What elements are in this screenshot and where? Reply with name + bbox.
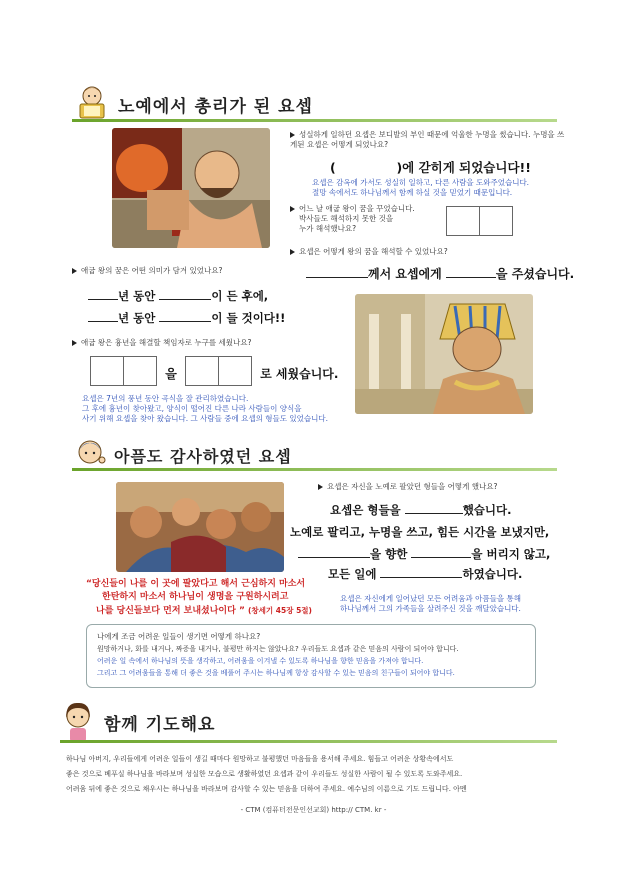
- section1-title: 노예에서 총리가 된 요셉: [118, 97, 313, 117]
- realization-line1: 요셉은 자신에게 일어났던 모든 어려움과 아픔들을 통해: [340, 594, 521, 603]
- answer-blank[interactable]: [88, 321, 118, 322]
- answer-text: 께서 요셉에게: [368, 267, 442, 281]
- prison-scene-image: [112, 128, 270, 248]
- answer-years-line2: [88, 310, 285, 326]
- boy-reading-icon: [72, 84, 112, 122]
- answer-forgave-line: [330, 502, 512, 518]
- answer-blank[interactable]: [405, 513, 463, 514]
- bullet-triangle-icon: [318, 484, 323, 490]
- question-text: 요셉은 자신을 노예로 팔았던 형들을 어떻게 했나요?: [327, 482, 498, 491]
- bullet-triangle-icon: [290, 206, 295, 212]
- famine-note: [82, 394, 362, 424]
- paren-close-text: )에 갇히게 되었습니다!!: [396, 160, 531, 175]
- answer-hardship-line: 노예로 팔리고, 누명을 쓰고, 힘든 시간을 보냈지만,: [290, 525, 550, 539]
- joseph-realization-note: [340, 594, 560, 614]
- section2-header: [72, 436, 557, 474]
- answer-box[interactable]: [123, 356, 157, 386]
- famine-note-line2: 그 후에 흉년이 찾아왔고, 양식이 떨어진 다른 나라 사람들이 양식을: [82, 404, 302, 413]
- answer-box[interactable]: [479, 206, 513, 236]
- reflection-line4: 그리고 그 어려움들을 통해 더 좋은 것을 베풀어 주시는 하나님께 항상 감사할 수 있는 믿음의 친구들이 되어야 합니다.: [97, 669, 455, 677]
- answer-text: 을 버리지 않고,: [471, 547, 551, 561]
- question-text: 요셉은 어떻게 왕의 꿈을 해석할 수 있었나요?: [299, 247, 448, 256]
- answer-years-line1: [88, 288, 268, 304]
- prayer-line1: 하나님 아버지, 우리들에게 어려운 일들이 생길 때마다 원망하고 불평했던 마음들을 용서해 주세요. 힘들고 어려운 상황속에서도: [66, 755, 454, 763]
- question-text: 애굽 왕의 꿈은 어떤 의미가 담겨 있었나요?: [81, 266, 223, 275]
- answer-text: 요셉은 형들을: [330, 503, 401, 517]
- answer-blank[interactable]: [298, 557, 370, 558]
- answer-prison: [330, 158, 531, 176]
- answer-box[interactable]: [90, 356, 124, 386]
- question-dream-interpreter: [290, 204, 450, 234]
- bible-verse: [86, 578, 312, 618]
- answer-text: 을: [165, 367, 177, 381]
- answer-text: 로 세웠습니다.: [260, 367, 339, 381]
- section1-header: [72, 84, 557, 124]
- verse-line1: “당신들이 나를 이 곳에 팔았다고 해서 근심하지 마소서: [86, 579, 306, 589]
- answer-blank[interactable]: [446, 277, 496, 278]
- answer-text: 년 동안: [118, 289, 156, 303]
- thinking-boy-icon: [72, 436, 108, 472]
- section3-underline: [60, 740, 557, 743]
- verse-reference: (창세기 45장 5절): [248, 606, 312, 615]
- reflection-line1: 나에게 조금 어려운 일들이 생기면 어떻게 하나요?: [97, 632, 261, 641]
- prison-note-line1: 요셉은 감옥에 가서도 성실히 일하고, 다른 사람을 도와주었습니다.: [312, 178, 530, 187]
- question-brothers: [318, 482, 568, 492]
- famine-note-line1: 요셉은 7년의 풍년 동안 곡식을 잘 관리하였습니다.: [82, 394, 249, 403]
- question-joseph-accused: [290, 130, 570, 150]
- question-dream-meaning: [72, 266, 302, 276]
- answer-box[interactable]: [185, 356, 219, 386]
- realization-line2: 하나님께서 그의 가족들을 살려주신 것을 깨달았습니다.: [340, 604, 521, 613]
- answer-text: 이 든 후에,: [211, 289, 269, 303]
- question-who-appointed: [72, 338, 332, 348]
- question-how-interpret: [290, 247, 560, 257]
- section3-title: 함께 기도해요: [104, 715, 216, 735]
- answer-blank[interactable]: [88, 299, 118, 300]
- prayer-text: [66, 752, 566, 797]
- answer-text: 이 들 것이다!!: [211, 311, 286, 325]
- answer-text: 하였습니다.: [462, 567, 523, 581]
- answer-box[interactable]: [446, 206, 480, 236]
- brothers-embrace-image: [116, 482, 284, 572]
- bullet-triangle-icon: [290, 132, 295, 138]
- question-text: 성실하게 일하던 요셉은 보디발의 부인 때문에 억울한 누명을 썼습니다. 누명을 쓰게된 요셉은 어떻게 되었나요?: [290, 130, 565, 149]
- prayer-line3: 어려움 뒤에 좋은 것으로 채우시는 하나님을 바라보며 감사할 수 있는 믿음을 더하여 주세요. 예수님의 이름으로 기도 드립니다. 아멘: [66, 785, 467, 793]
- reflection-line2: 원망하거나, 화를 내거나, 짜증을 내거나, 불평만 하지는 않았나요? 우리들도 요셉과 같은 믿음의 사람이 되어야 합니다.: [97, 645, 459, 653]
- paren-open: (: [330, 160, 336, 175]
- answer-god-gave: [306, 265, 574, 282]
- prison-note: [312, 178, 572, 198]
- section2-underline: [72, 468, 557, 471]
- answer-text: 년 동안: [118, 311, 156, 325]
- section2-title: 아픔도 감사하였던 요셉: [114, 447, 292, 466]
- section3-header: [60, 700, 557, 746]
- answer-blank[interactable]: [159, 321, 211, 322]
- question-text: 애굽 왕은 흉년을 해결할 책임자로 누구를 세웠나요?: [81, 338, 252, 347]
- bullet-triangle-icon: [72, 268, 77, 274]
- bullet-triangle-icon: [290, 249, 295, 255]
- answer-box[interactable]: [218, 356, 252, 386]
- pharaoh-scene-image: [355, 294, 533, 414]
- section1-underline: [72, 119, 557, 122]
- prayer-line2: 좋은 것으로 베푸실 하나님을 바라보며 성실한 모습으로 생활하였던 요셉과 같이 우리들도 성실한 사람이 될 수 있도록 도와주세요.: [66, 770, 463, 778]
- q2-line2: 박사들도 해석하지 못한 것을: [299, 214, 394, 223]
- answer-text: 모든 일에: [328, 567, 377, 581]
- answer-blank[interactable]: [411, 557, 471, 558]
- verse-line2: 한탄하지 마소서 하나님이 생명을 구원하시려고: [102, 592, 289, 602]
- answer-text: 을 주셨습니다.: [495, 267, 575, 281]
- answer-thanks-line: [328, 566, 522, 582]
- prison-note-line2: 절망 속에서도 하나님께서 함께 하실 것을 믿었기 때문입니다.: [312, 188, 513, 197]
- verse-line3: 나를 당신들보다 먼저 보내셨나이다 ”: [96, 606, 245, 616]
- answer-blank[interactable]: [159, 299, 211, 300]
- answer-text: 을 향한: [370, 547, 408, 561]
- bullet-triangle-icon: [72, 340, 77, 346]
- q2-line1: 어느 날 애굽 왕이 꿈을 꾸었습니다.: [299, 204, 415, 213]
- answer-blank[interactable]: [306, 277, 368, 278]
- reflection-box: [86, 624, 536, 688]
- q2-line3: 누가 해석했나요?: [299, 224, 357, 233]
- answer-blank[interactable]: [380, 577, 462, 578]
- reflection-line3: 어려운 일 속에서 하나님의 뜻을 생각하고, 어려움을 이겨낼 수 있도록 하나님을 향한 믿음을 가져야 합니다.: [97, 657, 424, 665]
- answer-faith-line: [298, 546, 550, 562]
- footer: - CTM (컴퓨터전문인선교회) http:// CTM. kr -: [240, 806, 387, 814]
- answer-text: 했습니다.: [462, 503, 512, 517]
- girl-praying-icon: [60, 700, 96, 744]
- answer-boxes-interpreter: [446, 206, 513, 240]
- answer-appointed: [90, 356, 338, 390]
- famine-note-line3: 사기 위해 요셉을 찾아 왔습니다. 그 사람들 중에 요셉의 형들도 있었습니다.: [82, 414, 328, 423]
